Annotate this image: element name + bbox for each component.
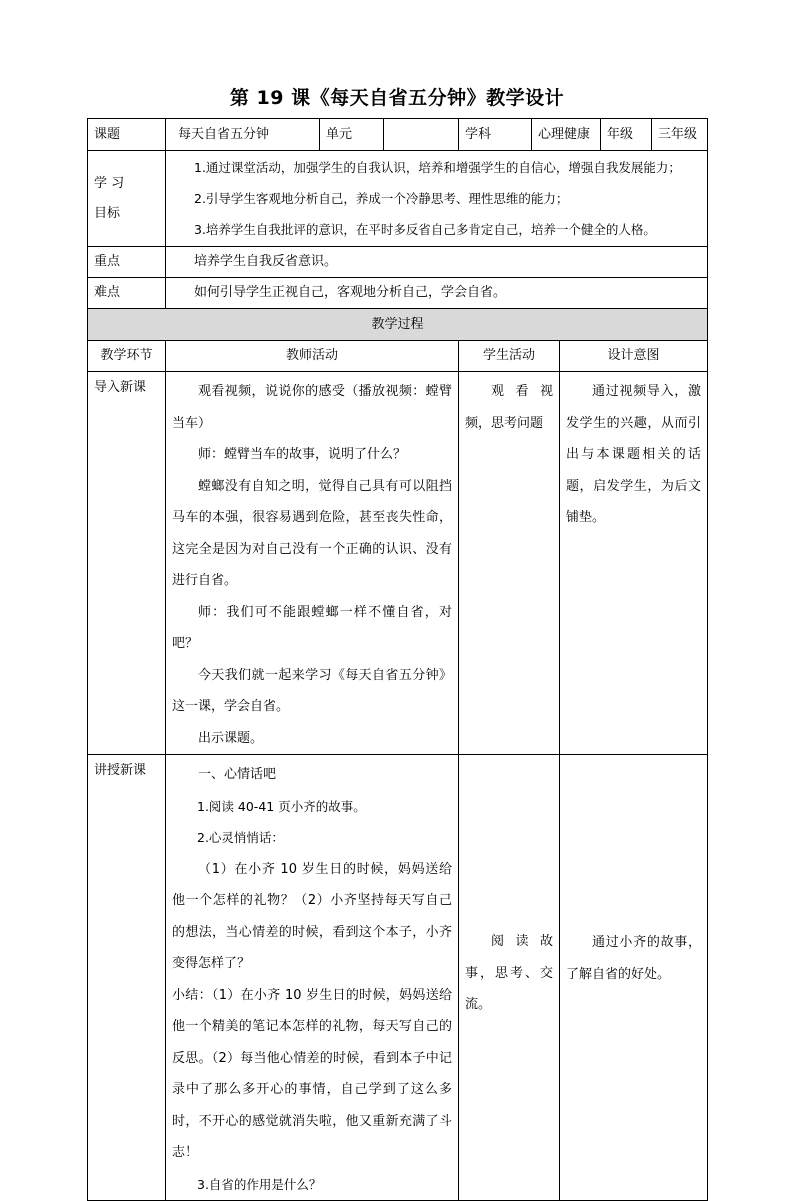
teacher-paragraph: 1.阅读 40-41 页小齐的故事。 <box>197 798 366 814</box>
lesson-label: 课题 <box>88 119 166 151</box>
student-activity: 观看视频，思考问题 <box>465 384 553 431</box>
intro-stage-label: 导入新课 <box>94 380 147 395</box>
grade-label: 年级 <box>601 119 652 151</box>
teacher-paragraph: （1）在小齐 10 岁生日的时候，妈妈送给他一个怎样的礼物？（2）小齐坚持每天写自己的想法，当心情差的时候，看到这个本子，小齐变得怎样了？ <box>172 861 452 971</box>
teacher-paragraph: 3.自省的作用是什么？ <box>197 1176 322 1192</box>
student-activity: 阅读故事，思考、交流。 <box>465 934 553 1013</box>
teacher-paragraph: 师：螳臂当车的故事，说明了什么？ <box>198 447 407 462</box>
teacher-paragraph: 一、心情话吧 <box>198 767 277 782</box>
info-row <box>88 119 708 151</box>
process-title-row <box>88 309 708 341</box>
lecture-teacher <box>166 755 459 1201</box>
teacher-paragraph: 观看视频，说说你的感受（播放视频：螳臂当车） <box>172 384 452 431</box>
intro-stage <box>88 372 166 755</box>
intro-student <box>459 372 560 755</box>
unit-label: 单元 <box>320 119 384 151</box>
page-title: 第 19 课《每天自省五分钟》教学设计 <box>229 87 565 109</box>
goal-item: 3.培养学生自我批评的意识，在平时多反省自己多肯定自己，培养一个健全的人格。 <box>194 222 656 237</box>
goal-item: 1.通过课堂活动，加强学生的自我认识，培养和增强学生的自信心，增强自我发展能力； <box>194 160 681 175</box>
teacher-paragraph: 今天我们就一起来学习《每天自省五分钟》这一课，学会自省。 <box>172 667 452 714</box>
lecture-stage-label: 讲授新课 <box>94 763 147 778</box>
teacher-paragraph: 师：我们可不能跟螳螂一样不懂自省，对吧？ <box>172 604 452 651</box>
lecture-stage <box>88 755 166 1201</box>
lesson-plan-table <box>87 118 708 1201</box>
goals-label <box>88 151 166 247</box>
goal-item: 2.引导学生客观地分析自己，养成一个冷静思考、理性思维的能力； <box>194 191 569 206</box>
lesson-value: 每天自省五分钟 <box>166 119 320 151</box>
goals-label-line1: 学 习 <box>94 175 125 191</box>
lecture-intent <box>560 755 708 1201</box>
key-point-row <box>88 247 708 278</box>
process-header-row <box>88 341 708 372</box>
lecture-row <box>88 755 708 1201</box>
header-student: 学生活动 <box>459 341 560 372</box>
key-point-value: 培养学生自我反省意识。 <box>166 247 708 278</box>
teacher-paragraph: 螳螂没有自知之明，觉得自己具有可以阻挡马车的本强，很容易遇到危险，甚至丧失性命，这完全是因为对自己没有一个正确的认识、没有进行自省。 <box>172 478 452 588</box>
header-stage: 教学环节 <box>88 341 166 372</box>
teacher-paragraph: 出示课题。 <box>198 730 264 746</box>
grade-value: 三年级 <box>652 119 708 151</box>
unit-value <box>384 119 459 151</box>
goals-content <box>166 151 708 247</box>
intro-teacher <box>166 372 459 755</box>
intro-row <box>88 372 708 755</box>
difficulty-row <box>88 278 708 309</box>
difficulty-label: 难点 <box>88 278 166 309</box>
teacher-paragraph: 小结：（1）在小齐 10 岁生日的时候，妈妈送给他一个精美的笔记本怎样的礼物，每天写自己的反思。（2）每当他心情差的时候，看到本子中记录中了那么多开心的事情，自己学到了这么多时，不开心的感觉就消失啦，他又重新充满了斗志！ <box>172 987 452 1160</box>
teacher-paragraph: 2.心灵悄悄话： <box>197 830 284 845</box>
key-point-label: 重点 <box>88 247 166 278</box>
header-teacher: 教师活动 <box>166 341 459 372</box>
difficulty-value: 如何引导学生正视自己，客观地分析自己，学会自省。 <box>166 278 708 309</box>
subject-value: 心理健康 <box>532 119 601 151</box>
process-title: 教学过程 <box>88 309 708 341</box>
header-intent: 设计意图 <box>560 341 708 372</box>
goals-label-line2: 目标 <box>94 205 121 221</box>
subject-label: 学科 <box>459 119 532 151</box>
design-intent: 通过小齐的故事，了解自省的好处。 <box>566 935 702 982</box>
intro-intent <box>560 372 708 755</box>
goals-row <box>88 151 708 247</box>
lecture-student <box>459 755 560 1201</box>
design-intent: 通过视频导入，激发学生的兴趣，从而引出与本课题相关的话题，启发学生，为后文铺垫。 <box>566 384 702 525</box>
